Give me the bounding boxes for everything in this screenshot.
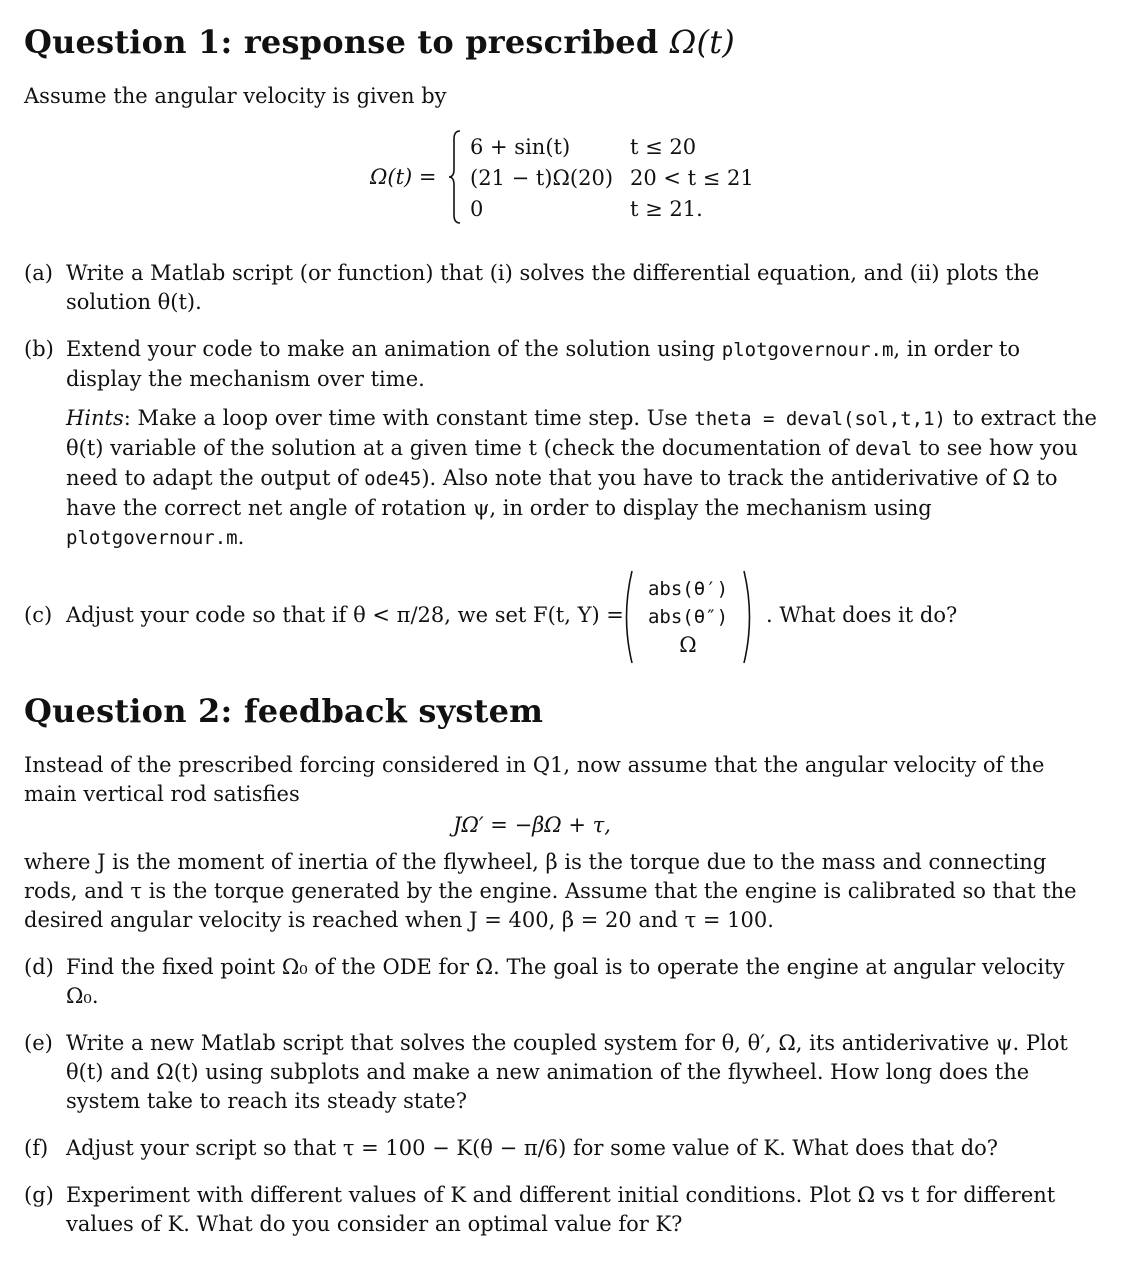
item-a [24,259,1100,317]
text-run: Extend your code to make an animation of the solution using [66,337,722,361]
case-expression: 0 [470,197,484,221]
item-text: Experiment with different values of K and different initial conditions. Plot Ω vs t for different values of K. What do you consider an optimal value for K? [66,1183,1056,1236]
question-2-where: where J is the moment of inertia of the flywheel, β is the torque due to the mass and connecting rods, and τ is the torque generated by the engine. Assume that the engine is calibrated so that the desired angular velocity is reached when J = 400, β = 20 and τ = 100. [24,850,1077,932]
item-label: (c) [24,603,53,627]
question-1-heading [24,22,1100,62]
item-d [24,953,1100,1011]
item-b [24,335,1100,553]
item-c [24,569,1100,665]
text-run: ). Also note that you have to track the antiderivative of Ω to have the correct net angle of rotation ψ, in order to display the mechanism using [66,466,1058,520]
code-snippet: theta = deval(sol,t,1) [694,408,947,430]
code-filename: plotgovernour.m [66,527,238,549]
left-brace-symbol [448,129,462,225]
question-1-title: Question 1: response to prescribed [24,23,659,61]
item-text: Find the fixed point Ω₀ of the ODE for Ω. The goal is to operate the engine at angular velocity Ω₀. [66,955,1065,1008]
item-text: Adjust your code so that if θ < π/28, we set F(t, Y) = [66,603,624,627]
vector-entry: abs(θ′) [647,578,729,600]
item-label: (a) [24,261,53,285]
question-1-intro: Assume the angular velocity is given by [24,84,447,108]
hint-paragraph [66,404,1100,553]
item-label: (e) [24,1031,53,1055]
question-1-title-math: Ω(t) [669,23,735,61]
item-label: (g) [24,1183,54,1207]
text-run: to extract the θ(t) variable of the solution at a given time t (check the documentation of [66,406,1097,460]
right-paren-symbol [742,569,756,665]
question-2-intro: Instead of the prescribed forcing considered in Q1, now assume that the angular velocity of the main vertical rod satisfies [24,753,1045,806]
piecewise-equation [24,125,1100,241]
case-condition: t ≥ 21. [630,197,703,221]
item-e [24,1029,1100,1116]
text-run: , in order to display the mechanism over time. [66,337,1021,391]
question-2-heading: Question 2: feedback system [24,692,544,730]
item-g [24,1181,1100,1239]
case-expression: 6 + sin(t) [470,135,571,159]
item-text: . What does it do? [766,603,958,627]
item-text: Write a Matlab script (or function) that (i) solves the differential equation, and (ii) plots the solution θ(t). [66,261,1040,314]
column-vector [620,569,770,665]
piecewise-cases [470,133,770,224]
case-condition: t ≤ 20 [630,135,697,159]
text-run: : Make a loop over time with constant time step. Use [123,406,695,430]
item-text [66,335,1100,394]
hint-label: Hints [66,406,124,430]
case-expression: (21 − t)Ω(20) [470,166,614,190]
text-run: . [237,525,245,549]
vector-entry: abs(θ″) [647,606,729,628]
item-label: (b) [24,337,54,361]
code-snippet: deval [855,438,913,460]
ode-equation: JΩ′ = −βΩ + τ, [453,813,611,837]
left-paren-symbol [620,569,634,665]
piecewise-lhs: Ω(t) = [370,165,437,189]
item-label: (d) [24,955,54,979]
code-snippet: ode45 [364,468,422,490]
item-text: Adjust your script so that τ = 100 − K(θ − π/6) for some value of K. What does that do? [66,1136,999,1160]
item-text: Write a new Matlab script that solves the coupled system for θ, θ′, Ω, its antiderivative ψ. Plot θ(t) and Ω(t) using subplots and make a new animation of the flywheel. How long does the system take to reach its steady state? [66,1031,1068,1113]
case-condition: 20 < t ≤ 21 [630,166,754,190]
text-run: to see how you need to adapt the output of [66,436,1078,490]
vector-entry: Ω [679,633,697,657]
document-page [24,22,1100,1239]
vector-entries [640,575,736,659]
code-filename: plotgovernour.m [721,339,894,361]
item-label: (f) [24,1136,49,1160]
item-f [24,1134,1100,1163]
